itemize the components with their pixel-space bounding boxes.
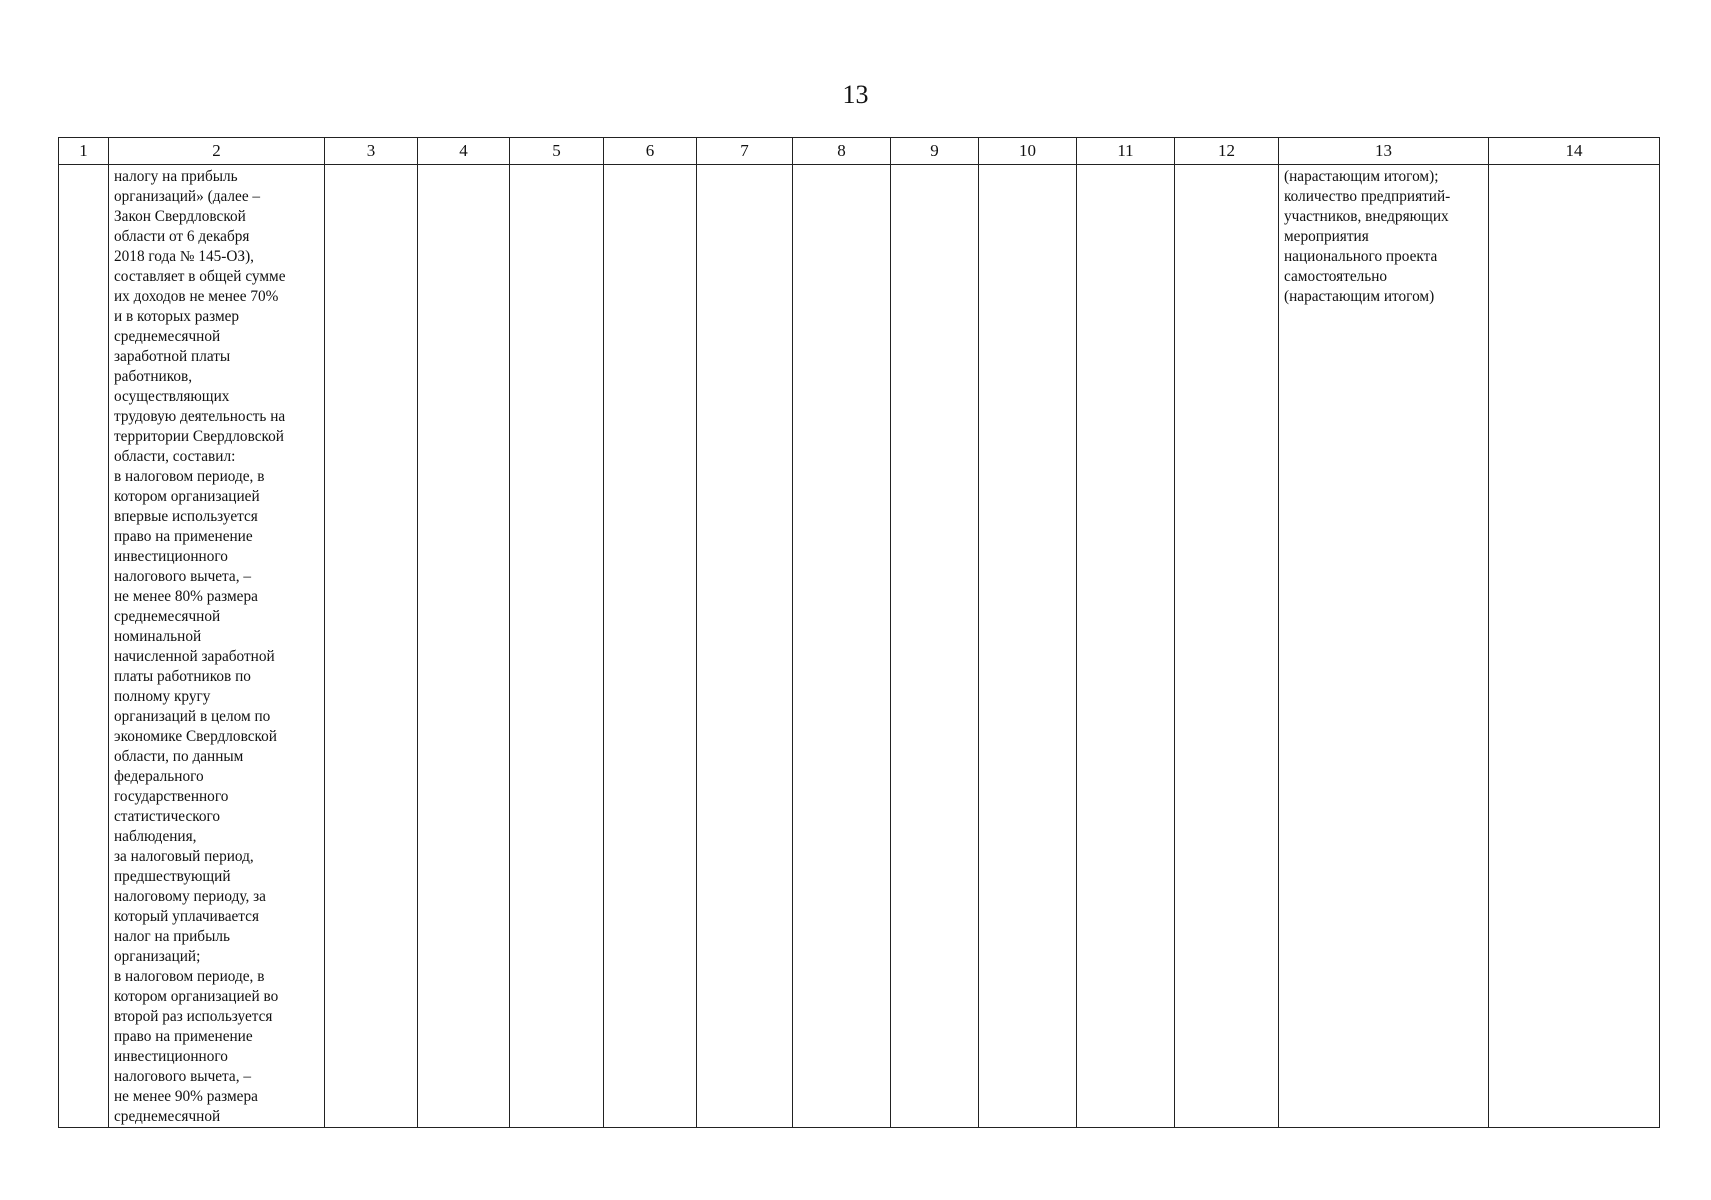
column-header-1: 1	[59, 138, 109, 165]
cell-col-5	[510, 165, 604, 1128]
column-header-9: 9	[891, 138, 979, 165]
cell-col-10	[979, 165, 1077, 1128]
cell-col-6	[604, 165, 697, 1128]
cell-col-8	[793, 165, 891, 1128]
column-header-5: 5	[510, 138, 604, 165]
column-header-2: 2	[109, 138, 325, 165]
cell-col-11	[1077, 165, 1175, 1128]
column-header-10: 10	[979, 138, 1077, 165]
cell-col-14	[1489, 165, 1660, 1128]
data-table	[58, 137, 1660, 1128]
cell-col-2	[109, 165, 325, 1128]
cell-text-col-13: (нарастающим итогом); количество предприятий- участников, внедряющих мероприятия национального проекта самостоятельно (нарастающим итогом)	[1284, 168, 1451, 305]
cell-col-13	[1279, 165, 1489, 1128]
column-header-8: 8	[793, 138, 891, 165]
cell-col-9	[891, 165, 979, 1128]
cell-col-12	[1175, 165, 1279, 1128]
column-header-11: 11	[1077, 138, 1175, 165]
table-row	[59, 165, 1660, 1128]
column-header-4: 4	[418, 138, 510, 165]
cell-col-7	[697, 165, 793, 1128]
header-row	[59, 138, 1660, 165]
column-header-13: 13	[1279, 138, 1489, 165]
page-number: 13	[842, 80, 869, 109]
column-header-12: 12	[1175, 138, 1279, 165]
cell-col-1	[59, 165, 109, 1128]
column-header-3: 3	[325, 138, 418, 165]
cell-col-3	[325, 165, 418, 1128]
column-header-6: 6	[604, 138, 697, 165]
cell-text-col-2: налогу на прибыль организаций» (далее – Закон Свердловской области от 6 декабря 2018 года № 145-ОЗ), составляет в общей сумме их доходов не менее 70% и в которых размер среднемесячной заработной платы работников, осуществляющих трудовую деятельность на территории Свердловской области, составил: в налоговом периоде, в котором организацией впервые используется право на применение инвестиционного налогового вычета, – не менее 80% размера среднемесячной номинальной начисленной заработной платы работников по полному кругу организаций в целом по экономике Свердловской области, по данным федерального государственного статистического наблюдения, за налоговый период, предшествующий налоговому периоду, за который уплачивается налог на прибыль организаций; в налоговом периоде, в котором организацией во второй раз используется право на применение инвестиционного налогового вычета, – не менее 90% размера среднемесячной	[114, 168, 286, 1125]
column-header-7: 7	[697, 138, 793, 165]
cell-col-4	[418, 165, 510, 1128]
column-header-14: 14	[1489, 138, 1660, 165]
